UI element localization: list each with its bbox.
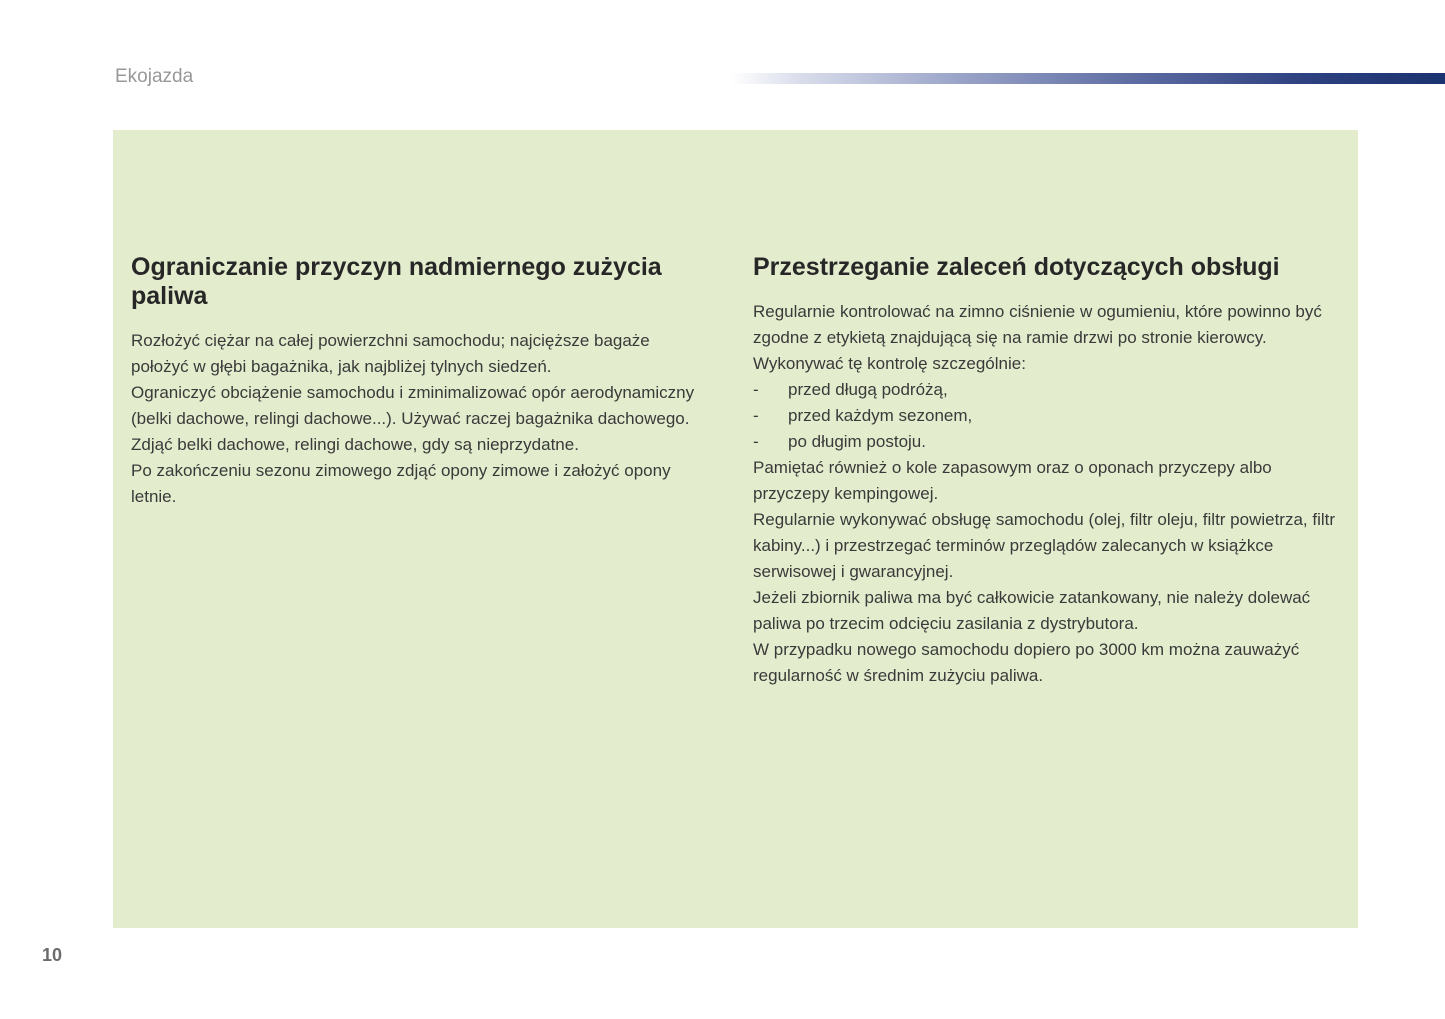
paragraph: Pamiętać również o kole zapasowym oraz o oponach przyczepy albo przyczepy kempingowej.: [753, 458, 1272, 503]
paragraph: Jeżeli zbiornik paliwa ma być całkowicie zatankowany, nie należy dolewać paliwa po trzecim odcięciu zasilania z dystrybutora.: [753, 588, 1311, 633]
paragraph: Rozłożyć ciężar na całej powierzchni samochodu; najcięższe bagaże położyć w głębi bagażnika, jak najbliżej tylnych siedzeń.: [131, 331, 650, 376]
list-item: [753, 403, 1345, 429]
list-dash: -: [753, 406, 759, 425]
left-column: [131, 253, 708, 928]
paragraph: W przypadku nowego samochodu dopiero po 3000 km można zauważyć regularność w średnim zużyciu paliwa.: [753, 640, 1300, 685]
paragraph: Zdjąć belki dachowe, relingi dachowe, gdy są nieprzydatne.: [131, 435, 579, 454]
list-dash: -: [753, 380, 759, 399]
list-item-text: po długim postoju.: [788, 432, 926, 451]
list-dash: -: [753, 432, 759, 451]
right-column: [753, 253, 1345, 928]
right-column-body: [753, 299, 1345, 689]
list-item-text: przed długą podróżą,: [788, 380, 948, 399]
header-gradient-bar: [731, 73, 1445, 84]
right-column-heading: Przestrzeganie zaleceń dotyczących obsługi: [753, 253, 1280, 281]
content-panel: [113, 130, 1358, 928]
paragraph: Regularnie kontrolować na zimno ciśnienie w ogumieniu, które powinno być zgodne z etykietą znajdującą się na ramie drzwi po stronie kierowcy.: [753, 302, 1322, 347]
paragraph: Wykonywać tę kontrolę szczególnie:: [753, 354, 1026, 373]
section-label: Ekojazda: [115, 66, 194, 87]
paragraph: Ograniczyć obciążenie samochodu i zminimalizować opór aerodynamiczny (belki dachowe, relingi dachowe...). Używać raczej bagażnika dachowego.: [131, 383, 695, 428]
paragraph: Regularnie wykonywać obsługę samochodu (olej, filtr oleju, filtr powietrza, filtr kabiny...) i przestrzegać terminów przeglądów zalecanych w książkce serwisowej i gwarancyjnej.: [753, 510, 1336, 581]
left-column-body: [131, 328, 708, 510]
left-column-heading: Ograniczanie przyczyn nadmiernego zużycia paliwa: [131, 253, 662, 310]
paragraph: Po zakończeniu sezonu zimowego zdjąć opony zimowe i założyć opony letnie.: [131, 461, 671, 506]
page-number: 10: [42, 945, 63, 965]
list-item: [753, 429, 1345, 455]
list-item-text: przed każdym sezonem,: [788, 406, 973, 425]
list-item: [753, 377, 1345, 403]
